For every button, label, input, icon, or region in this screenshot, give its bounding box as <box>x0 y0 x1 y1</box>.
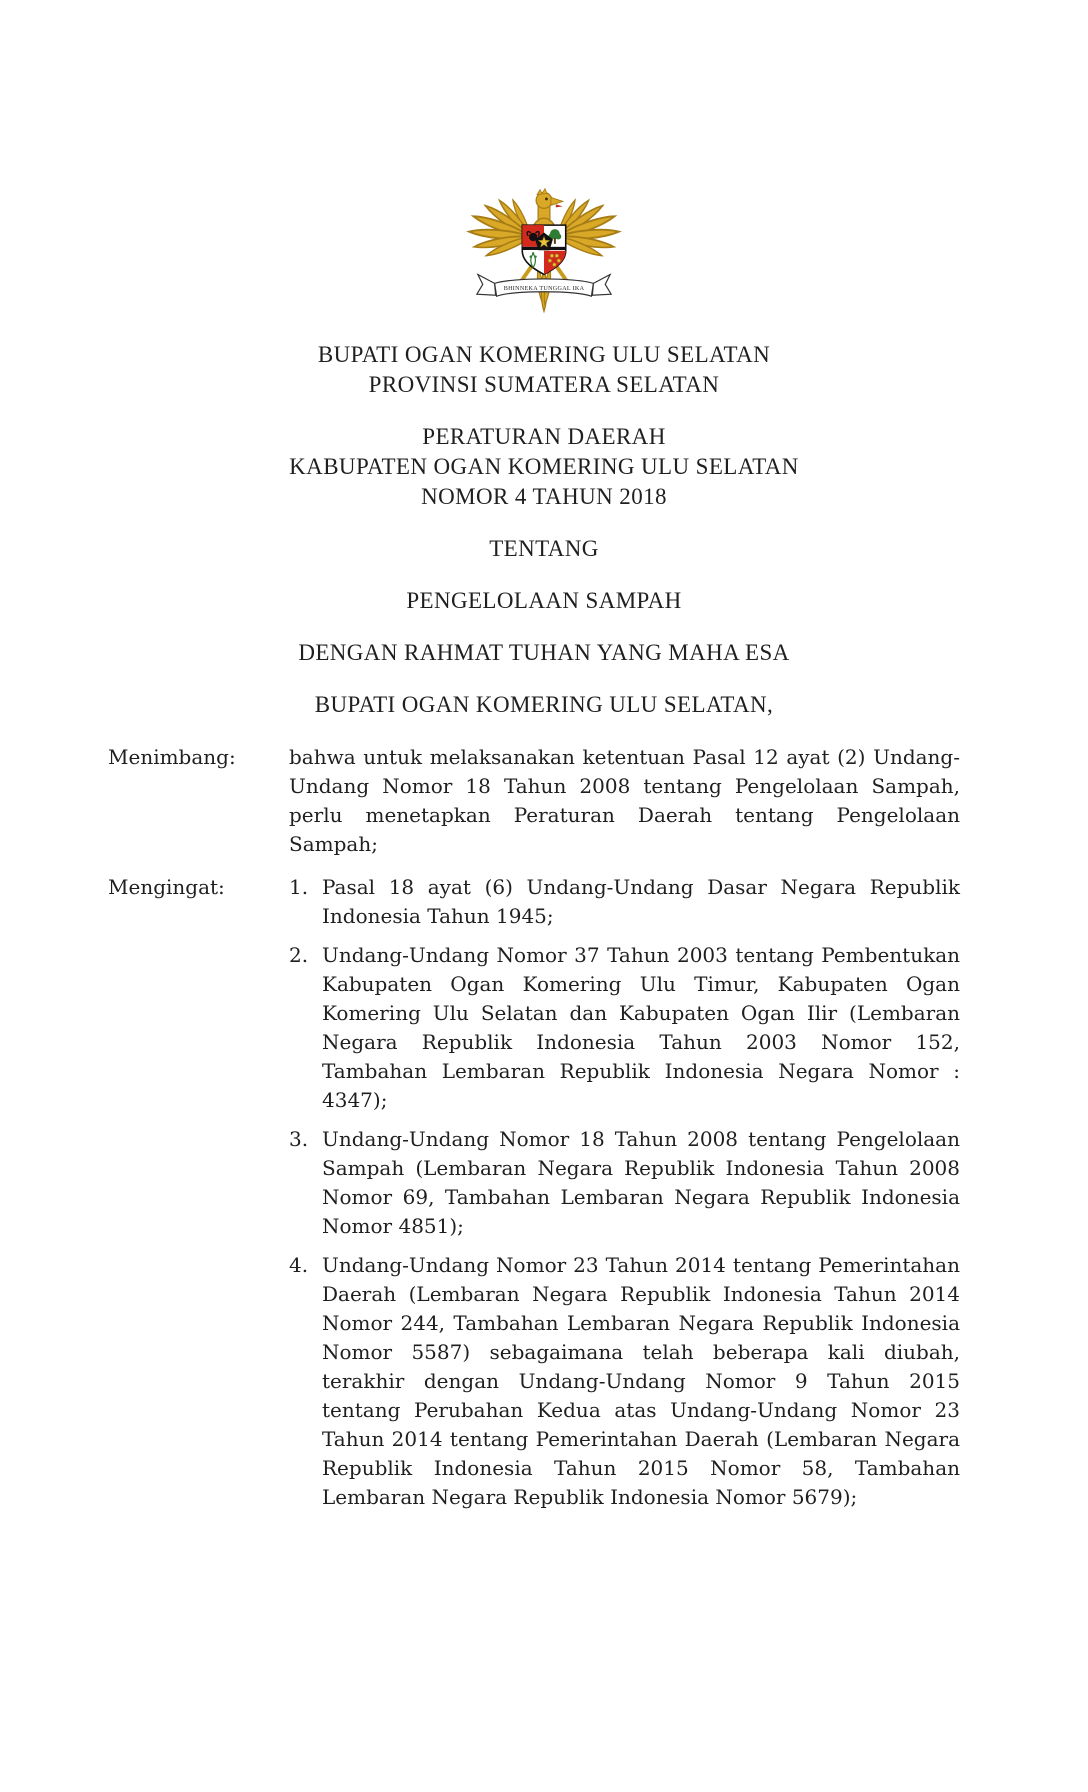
letterhead-line-1: BUPATI OGAN KOMERING ULU SELATAN <box>317 342 771 367</box>
garuda-crest <box>537 189 547 195</box>
document-body <box>108 743 960 1512</box>
item-text: Undang-Undang Nomor 37 Tahun 2003 tentang Pembentukan Kabupaten Ogan Komering Ulu Timur, Kabupaten Ogan Komering Ulu Selatan dan Kabupaten Ogan Ilir (Lembaran Negara Republik Indonesia Tahun 2003 Nomor 152, Tambahan Lembaran Republik Indonesia Negara Nomor : 4347); <box>322 943 960 1112</box>
garuda-pancasila-emblem <box>465 150 623 318</box>
garuda-emblem-svg <box>465 150 623 318</box>
title-tentang: TENTANG <box>489 536 599 561</box>
item-text: Undang-Undang Nomor 23 Tahun 2014 tentang Pemerintahan Daerah (Lembaran Negara Republik Indonesia Tahun 2014 Nomor 244, Tambahan Lembaran Negara Republik Indonesia Nomor 5587) sebagaimana telah beberapa kali diubah, terakhir dengan Undang-Undang Nomor 9 Tahun 2015 tentang Perubahan Kedua atas Undang-Undang Nomor 23 Tahun 2014 tentang Pemerintahan Daerah (Lembaran Negara Republik Indonesia Tahun 2015 Nomor 58, Tambahan Lembaran Negara Republik Indonesia Nomor 5679); <box>322 1253 960 1509</box>
item-text: Undang-Undang Nomor 18 Tahun 2008 tentang Pengelolaan Sampah (Lembaran Negara Republik Indonesia Tahun 2008 Nomor 69, Tambahan Lembaran Negara Republik Indonesia Nomor 4851); <box>322 1127 960 1238</box>
considerations-section <box>108 743 960 859</box>
legal-basis-list <box>289 873 960 1512</box>
garuda-eye <box>545 198 548 201</box>
motto-text: BHINNEKA TUNGGAL IKA <box>503 285 585 292</box>
garuda-beak <box>551 197 563 205</box>
title-invocation: DENGAN RAHMAT TUHAN YANG MAHA ESA <box>298 640 790 665</box>
garuda-wattle <box>556 204 563 207</box>
item-number: 1. <box>289 875 309 899</box>
letterhead <box>0 340 1088 400</box>
legal-basis-section <box>108 873 960 1512</box>
item-number: 3. <box>289 1127 309 1151</box>
legal-basis-item <box>289 873 960 931</box>
title-authority: BUPATI OGAN KOMERING ULU SELATAN, <box>314 692 774 717</box>
item-number: 2. <box>289 943 309 967</box>
legal-basis-item <box>289 1125 960 1241</box>
shield-quarter-chain <box>544 251 566 275</box>
title-doc-type: PERATURAN DAERAH <box>422 424 666 449</box>
item-number: 4. <box>289 1253 309 1277</box>
item-text: Pasal 18 ayat (6) Undang-Undang Dasar Negara Republik Indonesia Tahun 1945; <box>322 875 960 928</box>
title-subject: PENGELOLAAN SAMPAH <box>406 588 682 613</box>
legal-basis-label: Mengingat: <box>108 875 225 899</box>
title-number: NOMOR 4 TAHUN 2018 <box>421 484 667 509</box>
considerations-text: bahwa untuk melaksanakan ketentuan Pasal 12 ayat (2) Undang-Undang Nomor 18 Tahun 2008 tentang Pengelolaan Sampah, perlu menetapkan Peraturan Daerah tentang Pengelolaan Sampah; <box>289 745 960 856</box>
letterhead-line-2: PROVINSI SUMATERA SELATAN <box>368 372 720 397</box>
considerations-label: Menimbang: <box>108 745 236 769</box>
legal-basis-item <box>289 1251 960 1512</box>
title-region: KABUPATEN OGAN KOMERING ULU SELATAN <box>289 454 799 479</box>
legal-basis-item <box>289 941 960 1115</box>
regulation-title <box>0 422 1088 512</box>
